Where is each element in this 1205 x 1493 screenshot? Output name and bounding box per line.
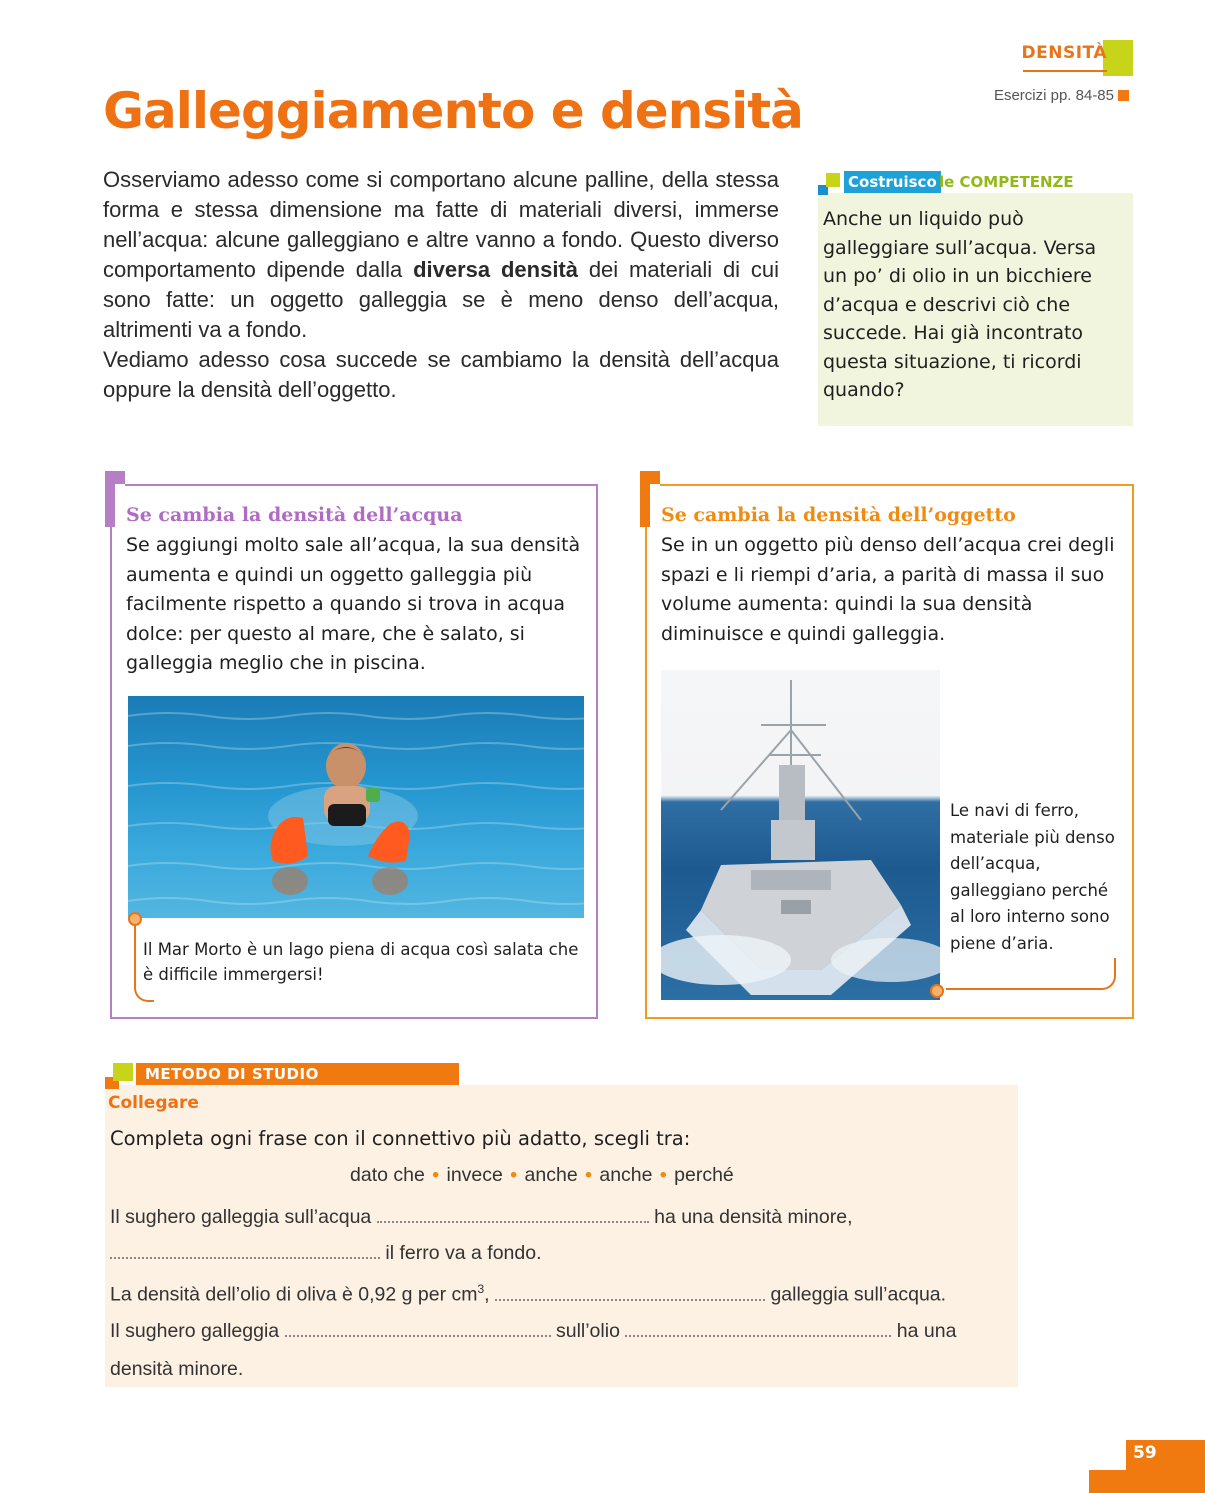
competenze-header — [818, 171, 1138, 195]
metodo-instruction: Completa ogni frase con il connettivo più adatto, scegli tra: — [110, 1127, 691, 1150]
bullet-icon: • — [659, 1164, 667, 1186]
caption-dead-sea: Il Mar Morto è un lago piena di acqua così salata che è difficile immergersi! — [143, 940, 579, 984]
box-object-text: Se in un oggetto più denso dell’acqua crei degli spazi e li riempi d’aria, a parità di massa il suo volume aumenta: quindi la sua densità diminuisce e quindi galleggia. — [661, 534, 1115, 645]
sentence-4b: sull’olio — [555, 1320, 620, 1342]
choice-2: invece — [446, 1164, 503, 1186]
caption-bracket-line-right — [946, 958, 1116, 990]
page-number-tab — [1089, 1440, 1205, 1493]
intro-paragraph — [103, 165, 779, 405]
competenze-label: le COMPETENZE — [939, 173, 1074, 191]
sentence-3b: , — [484, 1283, 490, 1306]
intro-part3: Vediamo adesso cosa succede se cambiamo la densità dell’acqua oppure la densità dell’oggetto. — [103, 347, 779, 402]
exercises-text: Esercizi pp. 84-85 — [993, 87, 1114, 104]
box-water-corner — [105, 471, 125, 527]
blank-1[interactable] — [377, 1211, 649, 1223]
sentence-3c: galleggia sull’acqua. — [770, 1283, 947, 1306]
sentence-4c: ha una — [896, 1320, 957, 1342]
choice-1: dato che — [350, 1164, 425, 1186]
exercise-sentence-3 — [110, 1282, 946, 1307]
section-tag — [999, 40, 1133, 76]
photo-child-floating — [128, 696, 584, 918]
choice-3: anche — [524, 1164, 578, 1186]
sentence-2: il ferro va a fondo. — [385, 1242, 542, 1264]
sentence-1b: ha una densità minore, — [654, 1206, 853, 1228]
photo-warship — [661, 670, 940, 1000]
orange-square-icon — [1118, 90, 1129, 101]
page-title: Galleggiamento e densità — [103, 82, 803, 140]
exercise-sentence-5 — [110, 1358, 243, 1381]
competenze-highlight: Costruisco — [844, 171, 941, 193]
sentence-3a: La densità dell’olio di oliva è 0,92 g per cm — [110, 1283, 478, 1306]
choice-4: anche — [599, 1164, 653, 1186]
competenze-text: Anche un liquido può galleggiare sull’acqua. Versa un po’ di olio in un bicchiere d’acqua e descrivi ciò che succede. Hai già incontrato questa situazione, ti ricordi quando? — [823, 208, 1097, 401]
green-square-icon — [113, 1063, 133, 1081]
section-label: DENSITÀ — [1021, 43, 1107, 63]
blank-4[interactable] — [285, 1325, 551, 1337]
sentence-1a: Il sughero galleggia sull’acqua — [110, 1206, 372, 1228]
child-floating-illustration — [128, 696, 584, 918]
box-water-text: Se aggiungi molto sale all’acqua, la sua densità aumenta e quindi un oggetto galleggia più facilmente rispetto a quando si trova in acqua dolce: per questo al mare, che è salato, si galleggia meglio che in piscina. — [126, 534, 581, 674]
caption-iron-ships: Le navi di ferro, materiale più denso dell’acqua, galleggiano perché al loro interno sono piene d’aria. — [950, 801, 1115, 953]
blank-5[interactable] — [625, 1325, 891, 1337]
bullet-icon: • — [432, 1164, 440, 1186]
sentence-5: densità minore. — [110, 1358, 244, 1380]
warship-illustration — [661, 670, 940, 1000]
sentence-4a: Il sughero galleggia — [110, 1320, 280, 1342]
blank-3[interactable] — [495, 1289, 765, 1301]
intro-bold: diversa densità — [413, 257, 578, 282]
connective-choices — [350, 1164, 734, 1187]
section-underline — [1023, 70, 1107, 72]
metodo-subtitle: Collegare — [108, 1093, 199, 1113]
exercise-sentence-2 — [110, 1242, 542, 1265]
box-object-title: Se cambia la densità dell’oggetto — [661, 504, 1016, 526]
choice-5: perché — [674, 1164, 734, 1186]
exercise-sentence-4 — [110, 1320, 956, 1343]
page-number: 59 — [1133, 1443, 1157, 1463]
blank-2[interactable] — [110, 1247, 380, 1259]
section-tag-square — [1103, 40, 1133, 76]
caption-marker-dot-right — [930, 984, 944, 998]
superscript-3: 3 — [477, 1282, 485, 1296]
green-square-icon — [826, 173, 840, 187]
intro-part2: dei materiali di cui sono fatte: un oggetto galleggia se è meno denso dell’acqua, altrimenti va a fondo. — [103, 257, 780, 342]
bullet-icon: • — [585, 1164, 592, 1186]
box-water-title: Se cambia la densità dell’acqua — [126, 504, 463, 526]
metodo-label: METODO DI STUDIO — [136, 1063, 459, 1085]
box-object-corner — [640, 471, 660, 527]
bullet-icon: • — [510, 1164, 518, 1186]
exercises-reference — [994, 87, 1129, 104]
intro-part1: Osserviamo adesso come si comportano alcune palline, della stessa forma e stessa dimensione ma fatte di materiali diversi, immerse nell’acqua: alcune galleggiano e altre vanno a fondo. Questo diverso comportamento dipende dalla — [103, 167, 779, 282]
exercise-sentence-1 — [110, 1206, 853, 1229]
